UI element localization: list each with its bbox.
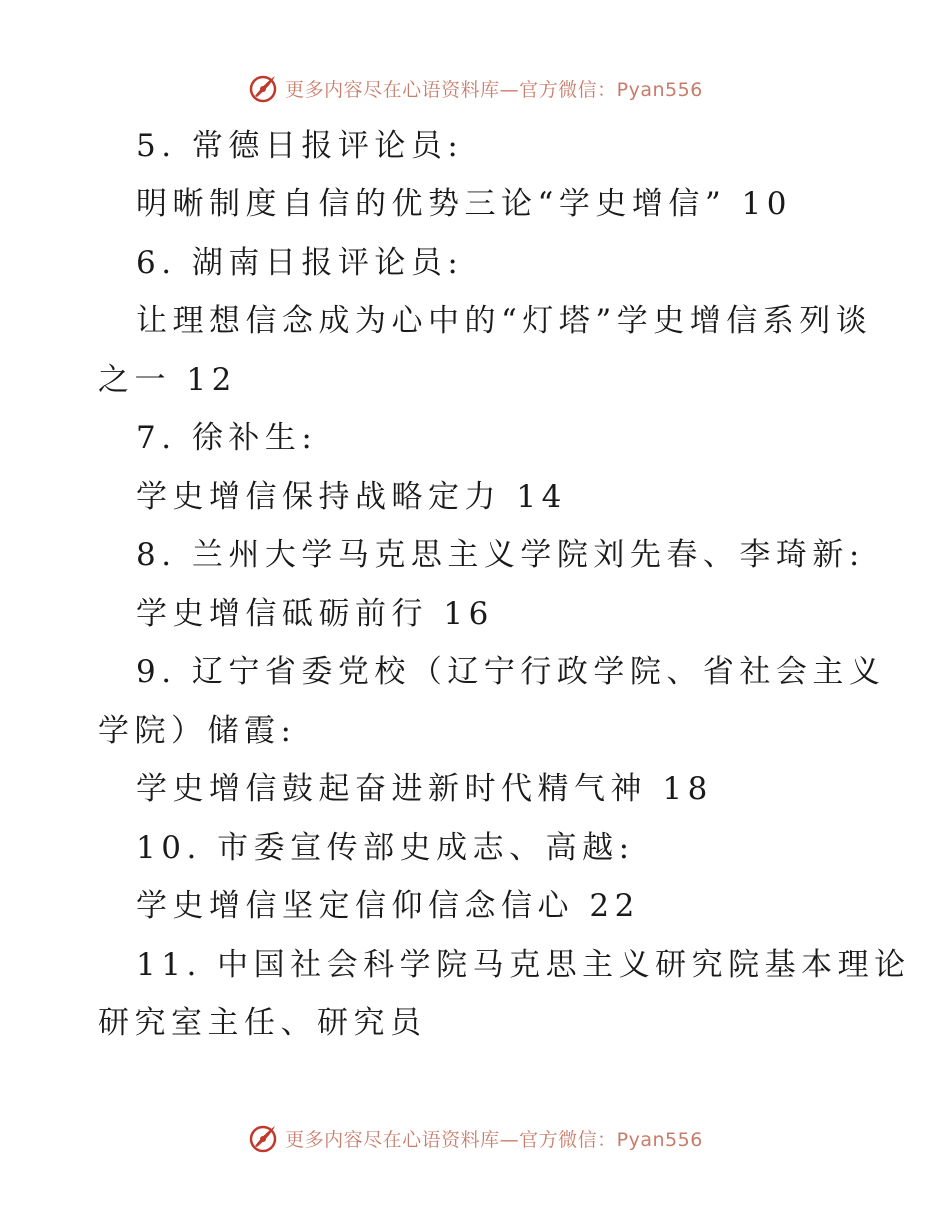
toc-entry-title: 让理想信念成为心中的“灯塔”学史增信系列谈: [136, 303, 873, 339]
watermark-text: 更多内容尽在心语资料库—官方微信：Pyan556: [285, 1128, 703, 1151]
toc-entry-heading: 5. 常德日报评论员:: [136, 128, 464, 164]
toc-entry-heading: 11. 中国社会科学院马克思主义研究院基本理论: [136, 947, 911, 983]
quill-pen-logo-icon: [247, 72, 279, 104]
toc-entry-heading-continued: 研究室主任、研究员: [98, 1005, 427, 1041]
footer-watermark: [0, 1122, 950, 1154]
toc-entry-heading: 10. 市委宣传部史成志、高越:: [136, 830, 635, 866]
toc-entry-title: 学史增信鼓起奋进新时代精气神 18: [136, 771, 713, 807]
toc-entry-heading: 6. 湖南日报评论员:: [136, 245, 464, 281]
toc-entry-title: 学史增信砥砺前行 16: [136, 596, 494, 632]
toc-entry-heading: 9. 辽宁省委党校（辽宁行政学院、省社会主义: [136, 654, 886, 690]
toc-entry-heading-continued: 学院）储霞:: [98, 713, 297, 749]
watermark-text: 更多内容尽在心语资料库—官方微信：Pyan556: [285, 78, 703, 101]
quill-pen-logo-icon: [247, 1122, 279, 1154]
toc-entry-title: 明晰制度自信的优势三论“学史增信” 10: [136, 186, 792, 222]
header-watermark: [0, 72, 950, 104]
toc-entry-title: 学史增信坚定信仰信念信心 22: [136, 888, 640, 924]
toc-entry-heading: 7. 徐补生:: [136, 420, 318, 456]
toc-entry-title-continued: 之一 12: [98, 362, 237, 398]
toc-entry-heading: 8. 兰州大学马克思主义学院刘先春、李琦新:: [136, 537, 865, 573]
toc-entry-title: 学史增信保持战略定力 14: [136, 479, 567, 515]
